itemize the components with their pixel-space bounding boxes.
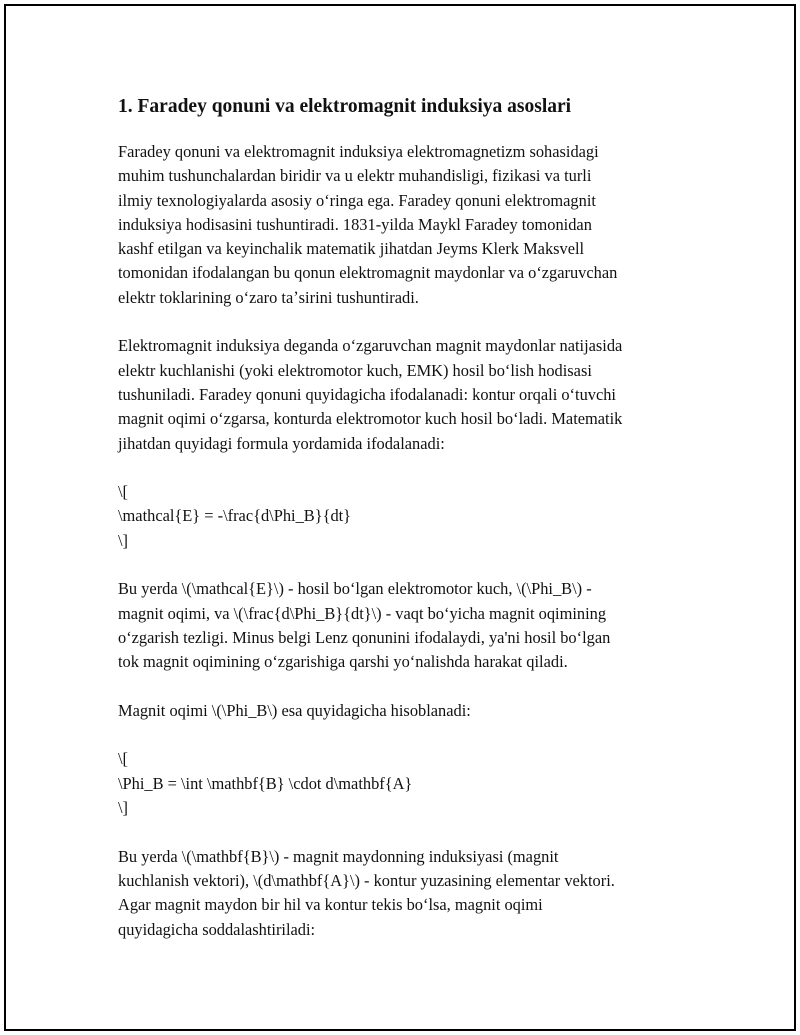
- section-heading: 1. Faradey qonuni va elektromagnit induksiya asoslari: [118, 96, 572, 117]
- paragraph-gap: [118, 723, 688, 747]
- text-line: muhim tushunchalardan biridir va u elektr muhandisligi, fizikasi va turli: [118, 166, 592, 186]
- text-line: tok magnit oqimining oʻzgarishiga qarshi yoʻnalishda harakat qiladi.: [118, 652, 568, 672]
- induction-paragraph: [118, 334, 688, 455]
- text-line: \[: [118, 749, 129, 769]
- text-line: Bu yerda \(\mathcal{E}\) - hosil boʻlgan elektromotor kuch, \(\Phi_B\) -: [118, 579, 592, 599]
- paragraph-gap: [118, 456, 688, 480]
- text-line: Magnit oqimi \(\Phi_B\) esa quyidagicha hisoblanadi:: [118, 700, 471, 720]
- text-line: jihatdan quyidagi formula yordamida ifodalanadi:: [118, 433, 445, 453]
- paragraph-gap: [118, 310, 688, 334]
- flux-intro-paragraph: [118, 699, 688, 723]
- text-line: Agar magnit maydon bir hil va kontur tekis boʻlsa, magnit oqimi: [118, 895, 543, 915]
- flux-explanation-paragraph: [118, 845, 688, 942]
- text-line: \[: [118, 482, 129, 502]
- text-line: kuchlanish vektori), \(d\mathbf{A}\) - kontur yuzasining elementar vektori.: [118, 870, 615, 890]
- text-line: tushuniladi. Faradey qonuni quyidagicha ifodalanadi: kontur orqali oʻtuvchi: [118, 384, 616, 404]
- text-line: ilmiy texnologiyalarda asosiy oʻringa ega. Faradey qonuni elektromagnit: [118, 190, 596, 210]
- paragraph-gap: [118, 675, 688, 699]
- paragraph-gap: [118, 820, 688, 844]
- paragraphs-container: [118, 140, 688, 942]
- intro-paragraph: [118, 140, 688, 310]
- flux-formula-block: [118, 747, 688, 820]
- text-line: tomonidan ifodalangan bu qonun elektromagnit maydonlar va oʻzgaruvchan: [118, 263, 618, 283]
- text-line: elektr kuchlanishi (yoki elektromotor kuch, EMK) hosil boʻlish hodisasi: [118, 360, 592, 380]
- text-line: magnit oqimi oʻzgarsa, konturda elektromotor kuch hosil boʻladi. Matematik: [118, 409, 623, 429]
- text-line: induksiya hodisasini tushuntiradi. 1831-yilda Maykl Faradey tomonidan: [118, 214, 592, 234]
- text-line: kashf etilgan va keyinchalik matematik jihatdan Jeyms Klerk Maksvell: [118, 239, 585, 259]
- text-line: \mathcal{E} = -\frac{d\Phi_B}{dt}: [118, 506, 352, 526]
- text-line: magnit oqimi, va \(\frac{d\Phi_B}{dt}\) - vaqt boʻyicha magnit oqimining: [118, 603, 607, 623]
- text-line: oʻzgarish tezligi. Minus belgi Lenz qonunini ifodalaydi, ya'ni hosil boʻlgan: [118, 627, 611, 647]
- text-line: Faradey qonuni va elektromagnit induksiya elektromagnetizm sohasidagi: [118, 142, 599, 161]
- text-line: \Phi_B = \int \mathbf{B} \cdot d\mathbf{A}: [118, 773, 413, 793]
- text-line: quyidagicha soddalashtiriladi:: [118, 919, 316, 939]
- text-line: Bu yerda \(\mathbf{B}\) - magnit maydonning induksiyasi (magnit: [118, 846, 559, 866]
- paragraph-gap: [118, 553, 688, 577]
- document-body: [118, 94, 688, 942]
- formula-explanation-paragraph: [118, 577, 688, 674]
- text-line: \]: [118, 530, 129, 550]
- text-line: Elektromagnit induksiya deganda oʻzgaruvchan magnit maydonlar natijasida: [118, 336, 623, 356]
- text-line: \]: [118, 798, 129, 818]
- text-line: elektr toklarining oʻzaro taʼsirini tushuntiradi.: [118, 287, 419, 307]
- faraday-formula-block: [118, 480, 688, 553]
